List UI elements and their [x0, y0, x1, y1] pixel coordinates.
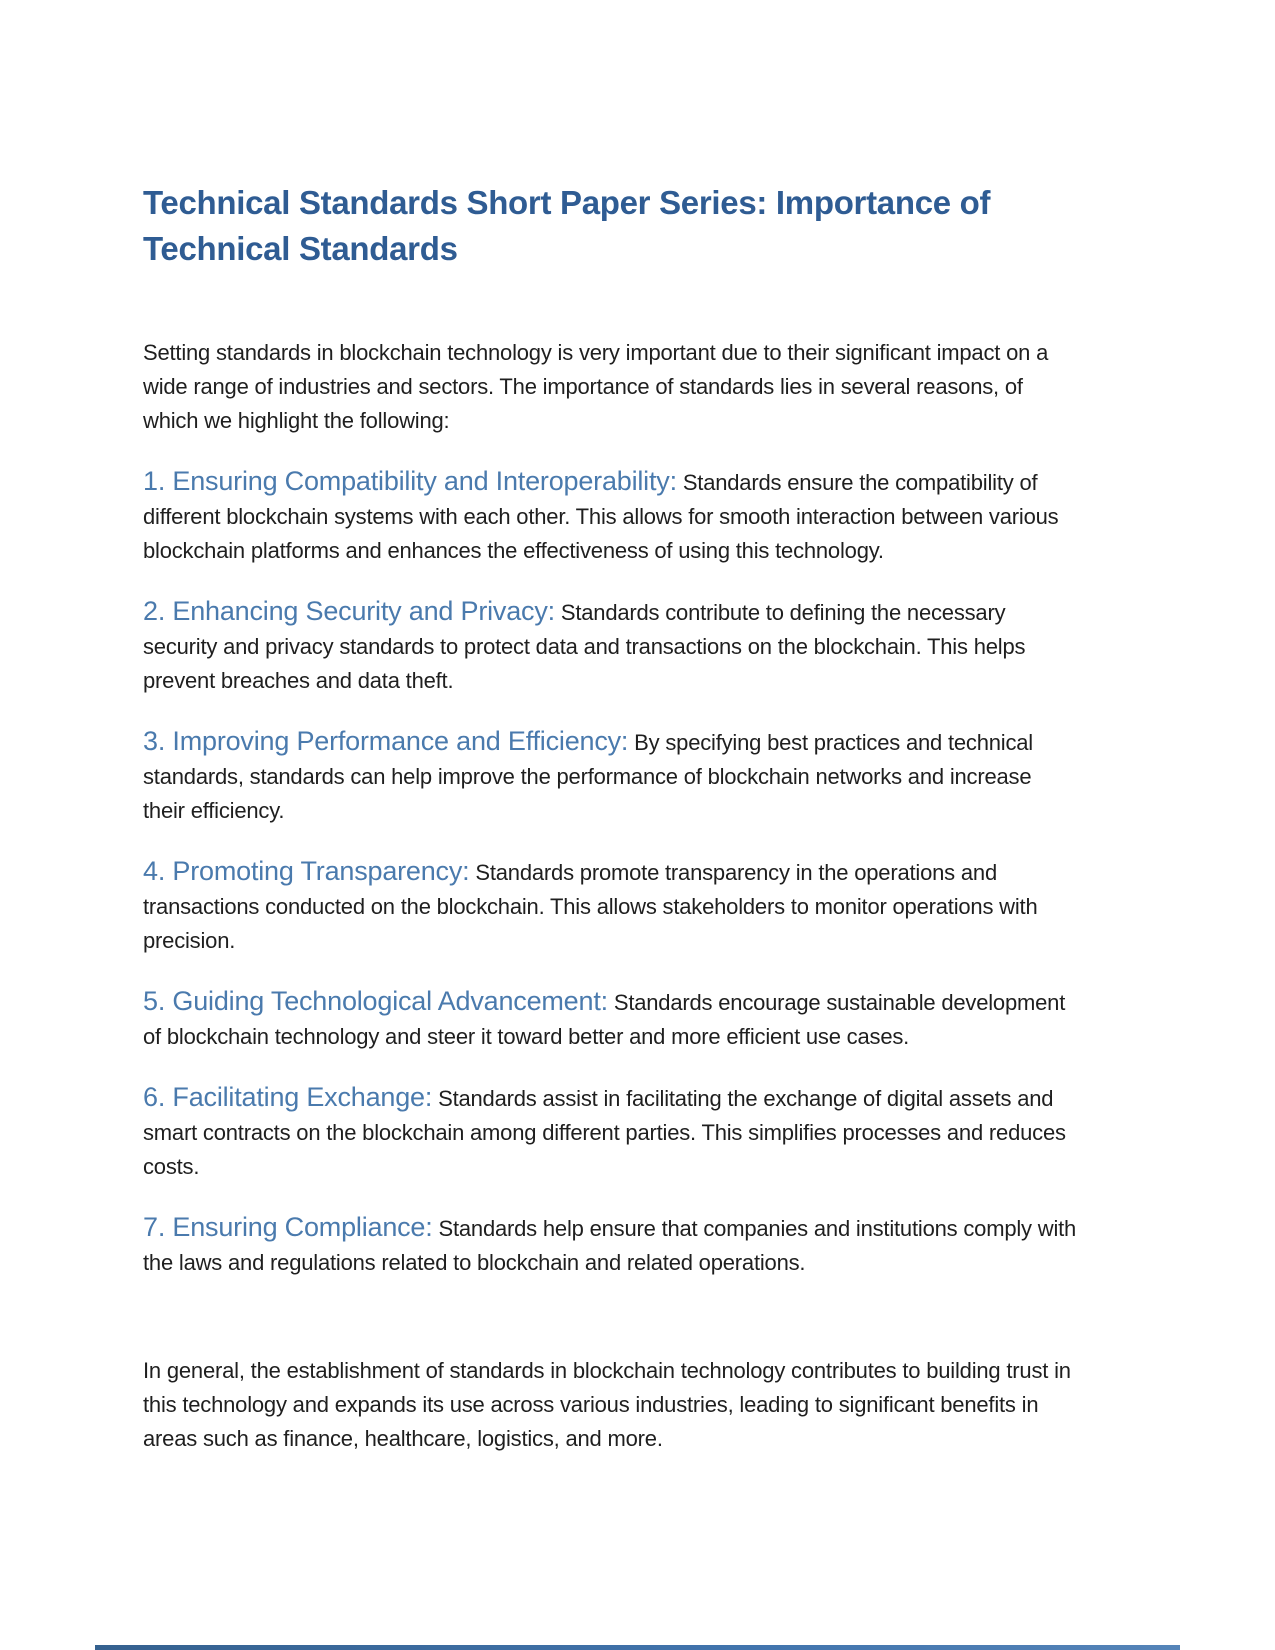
section-4-body: Standards promote transparency in the operations and transactions conducted on the blockchain. This allows stakeholders to monitor operations with precision. [143, 860, 1038, 954]
section-4-heading: 4. Promoting Transparency: [143, 856, 470, 887]
section-7-body: Standards help ensure that companies and institutions comply with the laws and regulations related to blockchain and related operations. [143, 1216, 1077, 1276]
document-title: Technical Standards Short Paper Series: Importance of Technical Standards [143, 184, 991, 268]
section-3-body: By specifying best practices and technical standards, standards can help improve the performance of blockchain networks and increase their efficiency. [143, 730, 1033, 824]
section-7-heading: 7. Ensuring Compliance: [143, 1212, 433, 1243]
section-5-heading: 5. Guiding Technological Advancement: [143, 986, 608, 1017]
conclusion-paragraph: In general, the establishment of standards in blockchain technology contributes to building trust in this technology and expands its use across various industries, leading to significant benefits in areas such as finance, healthcare, logistics, and more. [143, 1358, 1071, 1452]
section-2-body: Standards contribute to defining the necessary security and privacy standards to protect data and transactions on the blockchain. This helps prevent breaches and data theft. [143, 600, 1026, 694]
section-2-heading: 2. Enhancing Security and Privacy: [143, 596, 555, 627]
section-1-heading: 1. Ensuring Compatibility and Interoperability: [143, 466, 677, 497]
section-3 [143, 724, 1078, 828]
section-3-heading: 3. Improving Performance and Efficiency: [143, 726, 629, 757]
section-7 [143, 1210, 1078, 1280]
intro-paragraph: Setting standards in blockchain technology is very important due to their significant impact on a wide range of industries and sectors. The importance of standards lies in several reasons, of which we highlight the following: [143, 340, 1049, 434]
section-1-body: Standards ensure the compatibility of different blockchain systems with each other. This allows for smooth interaction between various blockchain platforms and enhances the effectiveness of using this technology. [143, 470, 1059, 564]
footer-divider [95, 1645, 1180, 1650]
section-6 [143, 1080, 1078, 1184]
section-6-heading: 6. Facilitating Exchange: [143, 1082, 433, 1113]
section-6-body: Standards assist in facilitating the exchange of digital assets and smart contracts on the blockchain among different parties. This simplifies processes and reduces costs. [143, 1086, 1066, 1180]
section-4 [143, 854, 1078, 958]
section-5-body: Standards encourage sustainable development of blockchain technology and steer it toward better and more efficient use cases. [143, 990, 1066, 1050]
section-1 [143, 464, 1078, 568]
section-5 [143, 984, 1078, 1054]
section-2 [143, 594, 1078, 698]
